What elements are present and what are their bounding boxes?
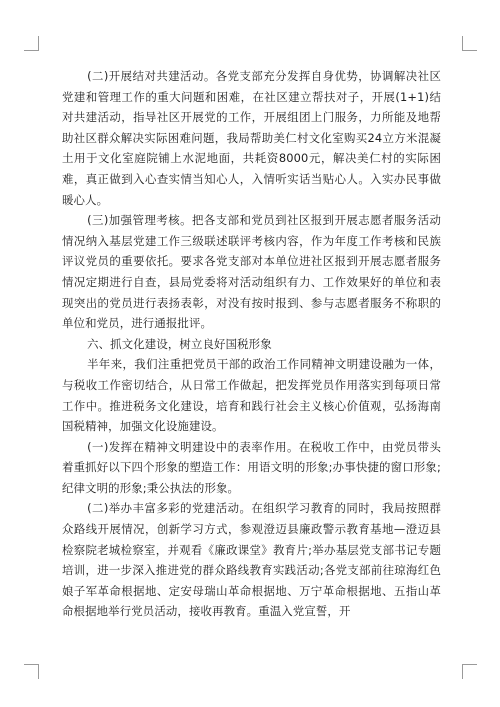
paragraph-joint-building: (二)开展结对共建活动。各党支部充分发挥自身优势，协调解决社区党建和管理工作的重大问题和困难，在社区建立帮扶对子，开展(1+1)结对共建活动，指导社区开展党的工作，开展组团上门服务，力所能及地帮助社区群众解决实际困难问题，我局帮助美仁村文化室购买24立方米混凝土用于文化室庭院铺上水泥地面，共耗资8000元，解决美仁村的实际困难，真正做到入心查实情当知心人，入情听实话当贴心人。入实办民事做暖心人。 [62,69,441,207]
section-heading-culture: 六、抓文化建设，树立良好国税形象 [87,336,272,351]
crop-mark-top-left [24,36,39,51]
paragraph-exemplary-role: (一)发挥在精神文明建设中的表率作用。在税收工作中，由党员带头着重抓好以下四个形象的塑造工作：用语文明的形象;办事快捷的窗口形象;纪律文明的形象;秉公执法的形象。 [62,439,441,495]
paragraph-management-assessment: (三)加强管理考核。把各支部和党员到社区报到开展志愿者服务活动情况纳入基层党建工作三级联述联评考核内容，作为年度工作考核和民族评议党员的重要依托。要求各党支部对本单位进社区报到开展志愿者服务情况定期进行自查，县局党委将对活动组织有力、工作效果好的单位和表现突出的党员进行表扬表彰，对没有按时报到、参与志愿者服务不称职的单位和党员，进行通报批评。 [62,213,441,331]
paragraph-party-activities: (二)举办丰富多彩的党建活动。在组织学习教育的同时，我局按照群众路线开展情况，创新学习方式，参观澄迈县廉政警示教育基地—澄迈县检察院老城检察室，并观看《廉政课堂》教育片;举办基层党支部书记专题培训，进一步深入推进党的群众路线教育实践活动;各党支部前往琼海红色娘子军革命根据地、定安母瑞山革命根据地、万宁革命根据地、五指山革命根据地举行党员活动，接收再教育。重温入党宣誓，开 [62,501,441,619]
crop-mark-top-right [462,36,477,51]
crop-mark-bottom-left [24,664,39,679]
crop-mark-bottom-right [462,664,477,679]
paragraph-half-year-summary: 半年来，我们注重把党员干部的政治工作同精神文明建设融为一体，与税收工作密切结合，从日常工作做起，把发挥党员作用落实到每项日常工作中。推进税务文化建设，培育和践行社会主义核心价值观，弘扬海南国税精神，加强文化设施建设。 [62,357,441,434]
document-body [62,66,441,622]
